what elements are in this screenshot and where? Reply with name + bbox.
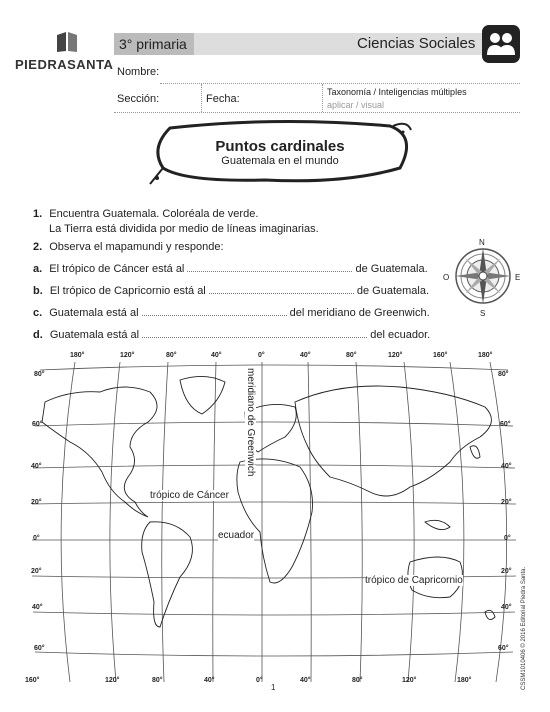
page-title: Puntos cardinales [215,138,345,155]
map-longitude-label: 0° [256,677,263,684]
nombre-line[interactable] [160,83,520,84]
capricorn-label: trópico de Capricornio [365,575,463,586]
answer-item-d [33,329,430,341]
world-map [30,362,518,684]
taxonomy-label: Taxonomía / Inteligencias múltiples [327,87,467,97]
item-text: del ecuador. [370,329,431,341]
map-latitude-label: 40° [32,604,43,611]
item-text: del meridiano de Greenwich. [289,307,430,319]
header-bottom-line [114,112,520,113]
map-longitude-label: 40° [300,352,311,359]
map-longitude-label: 80° [346,352,357,359]
seccion-label: Sección: [117,93,160,105]
compass-north: N [479,238,485,247]
divider [322,84,323,112]
grade-label: 3° primaria [119,36,187,52]
map-longitude-label: 80° [352,677,363,684]
publisher-name: PIEDRASANTA [15,57,114,72]
cancer-label: trópico de Cáncer [150,490,229,501]
answer-blank[interactable] [142,329,367,338]
map-latitude-label: 40° [501,463,512,470]
map-longitude-label: 120° [120,352,135,359]
map-longitude-label: 40° [211,352,222,359]
question-2 [33,241,224,253]
map-longitude-label: 180° [478,352,493,359]
map-longitude-label: 160° [25,677,40,684]
map-longitude-label: 180° [70,352,85,359]
map-latitude-label: 60° [500,421,511,428]
map-latitude-label: 80° [34,371,45,378]
item-text: Guatemala está al [49,329,140,341]
item-letter: c. [33,307,43,319]
map-latitude-label: 20° [501,499,512,506]
map-latitude-label: 60° [32,421,43,428]
item-letter: d. [33,329,43,341]
page-subtitle: Guatemala en el mundo [221,155,339,167]
map-longitude-label: 160° [433,352,448,359]
question-text: Observa el mapamundi y responde: [49,241,224,253]
item-text: El trópico de Capricornio está al [49,285,206,297]
publisher-logo-icon [55,31,79,53]
question-number: 1. [33,208,43,220]
map-longitude-label: 40° [204,677,215,684]
subject-label: Ciencias Sociales [357,35,476,52]
map-latitude-label: 20° [31,568,42,575]
fecha-label: Fecha: [206,93,240,105]
answer-item-a [33,263,428,275]
equator-label: ecuador [218,530,255,541]
question-number: 2. [33,241,43,253]
compass-south: S [480,309,486,318]
item-text: El trópico de Cáncer está al [49,263,185,275]
divider [201,84,202,112]
map-latitude-label: 60° [498,645,509,652]
answer-blank[interactable] [187,263,352,272]
map-latitude-label: 80° [498,371,509,378]
question-1-note: La Tierra está dividida por medio de líneas imaginarias. [49,223,319,235]
answer-blank[interactable] [209,285,354,294]
map-latitude-label: 40° [31,463,42,470]
map-latitude-label: 60° [34,645,45,652]
map-longitude-label: 120° [388,352,403,359]
map-longitude-label: 80° [166,352,177,359]
page-number: 1 [271,683,276,692]
compass-east: E [515,273,521,282]
item-text: de Guatemala. [355,263,428,275]
answer-item-b [33,285,429,297]
greenwich-label: meridiano de Greenwich [245,368,256,477]
map-longitude-label: 120° [402,677,417,684]
question-text: Encuentra Guatemala. Coloréala de verde. [49,208,259,220]
item-text: de Guatemala. [356,285,430,297]
map-longitude-label: 0° [258,352,265,359]
map-latitude-label: 0° [33,535,40,542]
question-1 [33,208,258,220]
map-longitude-label: 40° [300,677,311,684]
copyright-note: CSSM1010406 © 2016 Editorial Piedra Santa. [521,566,527,690]
answer-item-c [33,307,430,319]
map-latitude-label: 0° [504,535,511,542]
map-longitude-label: 180° [457,677,472,684]
taxonomy-sub-label: aplicar / visual [327,100,385,110]
map-latitude-label: 20° [31,499,42,506]
compass-west: O [443,273,450,282]
map-latitude-label: 20° [501,568,512,575]
map-longitude-label: 120° [105,677,120,684]
item-text: Guatemala está al [49,307,139,319]
item-letter: a. [33,263,43,275]
item-letter: b. [33,285,43,297]
nombre-label: Nombre: [117,66,160,78]
map-longitude-label: 80° [152,677,163,684]
map-latitude-label: 40° [501,604,512,611]
group-icon [482,25,520,63]
answer-blank[interactable] [142,307,287,316]
compass-rose-icon [453,246,513,306]
